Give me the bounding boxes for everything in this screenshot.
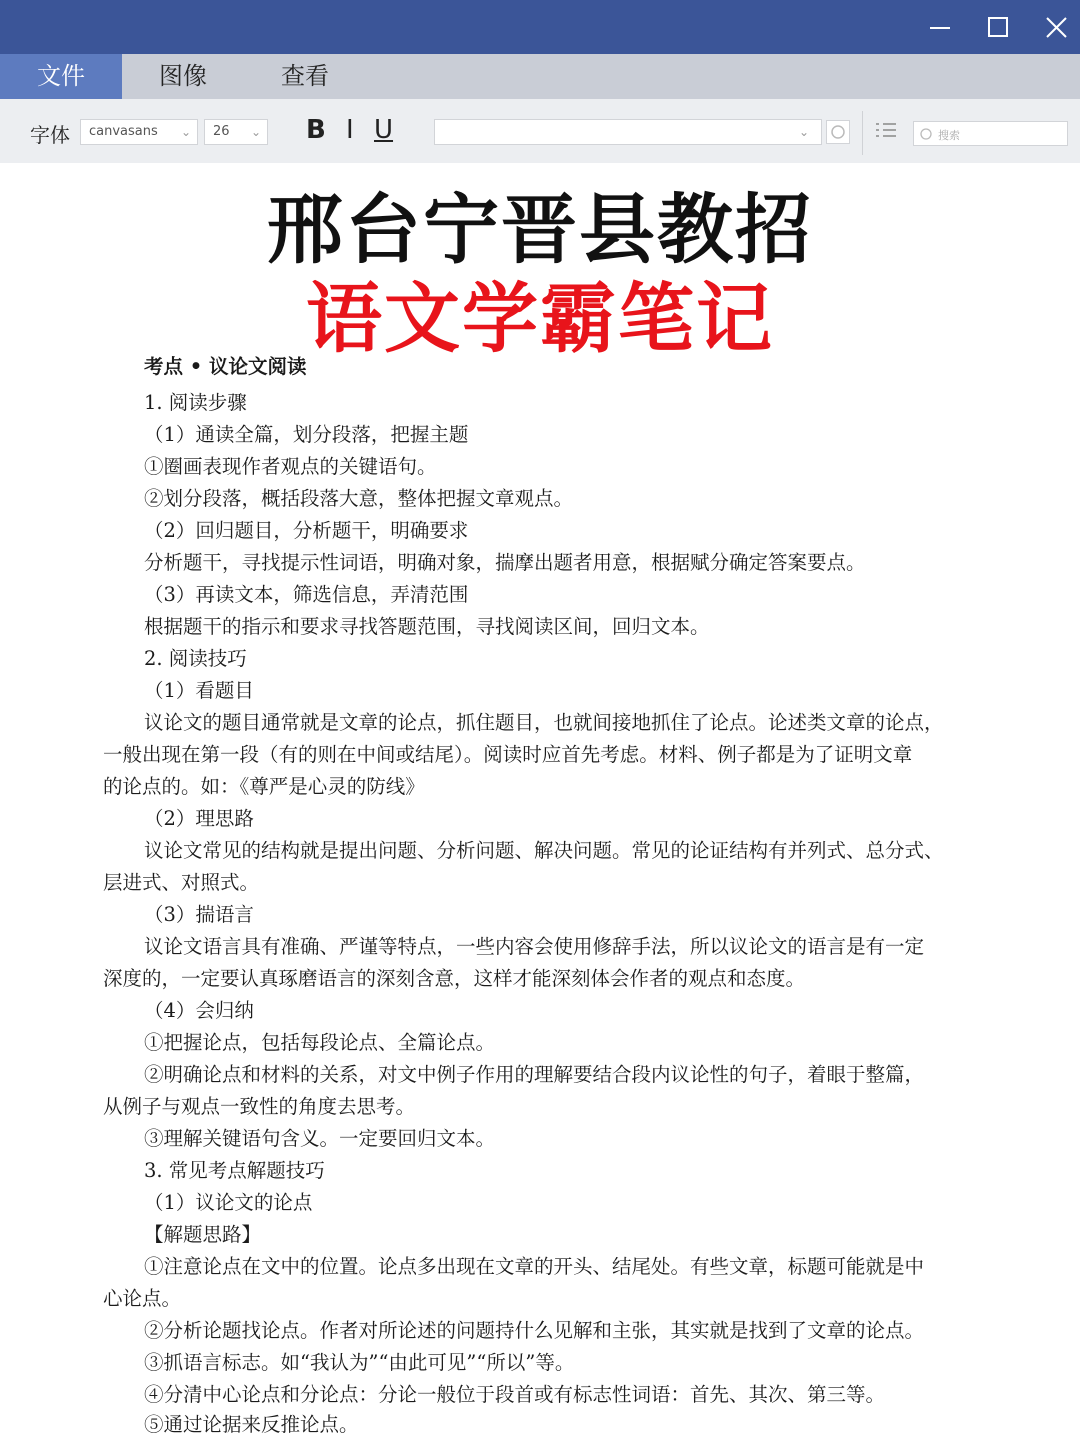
document-subtitle: 语文学霸笔记 (306, 274, 774, 363)
doc-line: （2）回归题目，分析题干，明确要求 (144, 519, 469, 542)
doc-line: ①圈画表现作者观点的关键语句。 (144, 455, 437, 478)
chevron-down-icon: ⌄ (798, 125, 809, 139)
doc-line: 3. 常见考点解题技巧 (144, 1159, 325, 1182)
doc-line: ③抓语言标志。如“我认为”“由此可见”“所以”等。 (144, 1351, 575, 1374)
font-family-value: canvasans (89, 124, 158, 139)
doc-line: 一般出现在第一段（有的则在中间或结尾）。阅读时应首先考虑。材料、例子都是为了证明文章 (103, 743, 913, 766)
doc-line: 【解题思路】 (144, 1223, 262, 1246)
doc-line: （3）再读文本，筛选信息，弄清范围 (144, 583, 469, 606)
doc-line: 议论文的题目通常就是文章的论点，抓住题目，也就间接地抓住了论点。论述类文章的论点， (144, 711, 944, 734)
doc-line: 考点 • 议论文阅读 (144, 355, 307, 378)
doc-line: （4）会归纳 (144, 999, 254, 1022)
doc-line: 层进式、对照式。 (103, 871, 260, 894)
font-size-value: 26 (213, 124, 230, 139)
doc-line: 议论文常见的结构就是提出问题、分析问题、解决问题。常见的论证结构有并列式、总分式、 (144, 839, 944, 862)
doc-line: ③理解关键语句含义。一定要回归文本。 (144, 1127, 496, 1150)
list-icon[interactable] (874, 121, 898, 143)
doc-line: ⑤通过论据来反推论点。 (144, 1413, 359, 1436)
doc-line: （1）看题目 (144, 679, 254, 702)
search-placeholder: 搜索 (938, 129, 960, 142)
doc-line: ④分清中心论点和分论点：分论一般位于段首或有标志性词语：首先、其次、第三等。 (144, 1383, 886, 1406)
doc-line: 1. 阅读步骤 (144, 391, 247, 414)
menu-image[interactable]: 图像 (159, 62, 207, 90)
menu-view[interactable]: 查看 (281, 62, 329, 90)
window-titlebar (0, 0, 1080, 54)
doc-line: （2）理思路 (144, 807, 254, 830)
doc-line: 心论点。 (103, 1287, 182, 1310)
chevron-down-icon: ⌄ (250, 125, 261, 139)
doc-line: （3）揣语言 (144, 903, 254, 926)
style-select[interactable] (434, 119, 822, 145)
menu-file[interactable]: 文件 (0, 54, 122, 99)
font-family-select[interactable] (80, 119, 198, 145)
menu-bar (0, 54, 1080, 99)
doc-line: 从例子与观点一致性的角度去思考。 (103, 1095, 416, 1118)
underline-button[interactable]: U (374, 115, 394, 145)
doc-line: 深度的，一定要认真琢磨语言的深刻含意，这样才能深刻体会作者的观点和态度。 (103, 967, 806, 990)
search-input[interactable] (913, 121, 1068, 146)
doc-line: （1）议论文的论点 (144, 1191, 313, 1214)
bold-button[interactable]: B (306, 115, 326, 145)
maximize-icon[interactable] (981, 10, 1015, 44)
italic-button[interactable]: I (346, 115, 354, 145)
font-label: 字体 (30, 123, 70, 147)
doc-line: 根据题干的指示和要求寻找答题范围，寻找阅读区间，回归文本。 (144, 615, 710, 638)
doc-line: 议论文语言具有准确、严谨等特点，一些内容会使用修辞手法，所以议论文的语言是有一定 (144, 935, 925, 958)
refresh-icon[interactable] (826, 120, 850, 144)
doc-line: ①注意论点在文中的位置。论点多出现在文章的开头、结尾处。有些文章，标题可能就是中 (144, 1255, 925, 1278)
doc-line: （1）通读全篇，划分段落，把握主题 (144, 423, 469, 446)
minimize-icon[interactable] (922, 10, 956, 44)
document-title: 邢台宁晋县教招 (267, 185, 813, 274)
doc-line: ①把握论点，包括每段论点、全篇论点。 (144, 1031, 496, 1054)
doc-line: 2. 阅读技巧 (144, 647, 247, 670)
doc-line: ②分析论题找论点。作者对所论述的问题持什么见解和主张，其实就是找到了文章的论点。 (144, 1319, 925, 1342)
font-size-select[interactable] (204, 119, 268, 145)
toolbar-divider (862, 111, 863, 155)
search-icon (919, 127, 933, 141)
doc-line: ②明确论点和材料的关系，对文中例子作用的理解要结合段内议论性的句子，着眼于整篇， (144, 1063, 925, 1086)
doc-line: 分析题干，寻找提示性词语，明确对象，揣摩出题者用意，根据赋分确定答案要点。 (144, 551, 866, 574)
doc-line: 的论点的。如：《尊严是心灵的防线》 (103, 775, 425, 798)
doc-line: ②划分段落，概括段落大意，整体把握文章观点。 (144, 487, 574, 510)
chevron-down-icon: ⌄ (180, 125, 191, 139)
close-icon[interactable] (1039, 10, 1073, 44)
